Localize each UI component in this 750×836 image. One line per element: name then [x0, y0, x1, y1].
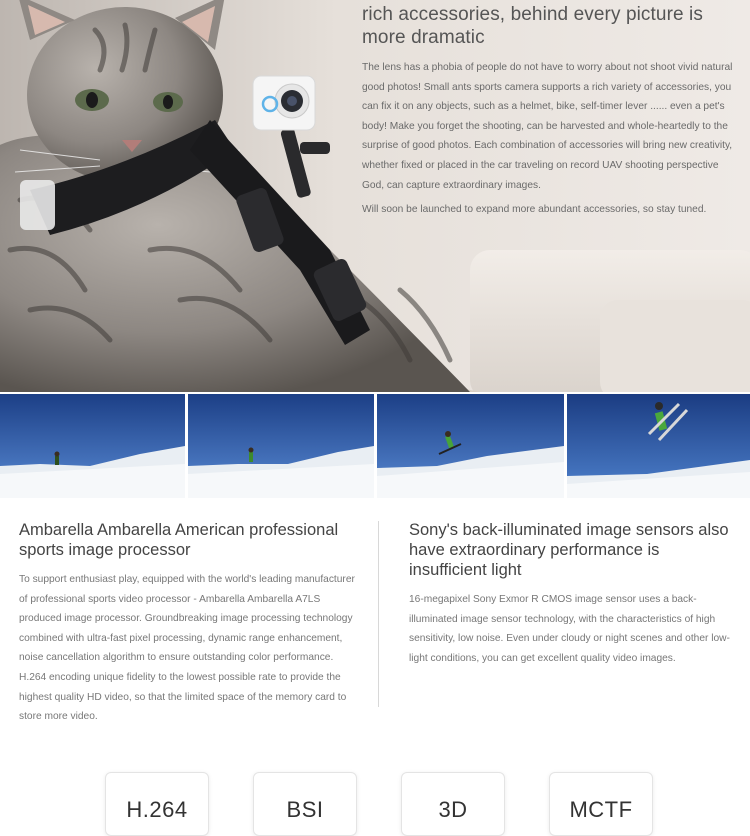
- hero-title-line2: more dramatic: [362, 27, 485, 48]
- badge-bsi: [253, 772, 357, 836]
- hero-section: [0, 0, 750, 392]
- feature-sensor-body: 16-megapixel Sony Exmor R CMOS image sensor uses a back-illuminated image sensor technology, with the characteristics of high sensitivity, low noise. Even under cloudy or night scenes and other low-light conditions, you can get excellent quality video images.: [409, 594, 730, 664]
- badge-h264: [105, 772, 209, 836]
- filmstrip-frame-1: [0, 394, 185, 498]
- badge-h264-label: H.264: [126, 797, 188, 822]
- hero-description: The lens has a phobia of people do not have to worry about not shoot vivid natural good photos! Small ants sports camera supports a rich variety of accessories, you can fix it on any objects, such as a helmet, bike, self-timer lever ...... even a pet's body! Make you forget the shooting, can be harvested and whole-heartedly to the surprise of good photos. Each combination of accessories will bring new creativity, whether fixed or placed in the car traveling on record UAV shooting perspective God, can capture extraordinary images.: [362, 62, 733, 191]
- badge-mctf: [549, 772, 653, 836]
- feature-processor: [19, 520, 359, 727]
- hero-note: Will soon be launched to expand more abundant accessories, so stay tuned.: [362, 204, 707, 216]
- hero-title: [362, 0, 742, 49]
- feature-processor-body: To support enthusiast play, equipped with the world's leading manufacturer of professional sports video processor - Ambarella Ambarella A7LS produced image processor. Groundbreaking image processing technology combined with ultra-fast pixel processing, dynamic range enhancement, noise cancellation algorithm to ensure outstanding color performance. H.264 encoding unique fidelity to the lowest possible rate to provide the highest quality HD video, so that the limited space of the memory card to store more video.: [19, 574, 355, 723]
- feature-sensor: [409, 520, 739, 668]
- feature-sensor-title: Sony's back-illuminated image sensors also have extraordinary performance is insufficient light: [409, 521, 729, 579]
- hero-text: [362, 0, 742, 218]
- hero-title-line1: rich accessories, behind every picture is: [362, 4, 703, 25]
- badge-bsi-label: BSI: [286, 797, 324, 822]
- badge-3d: [401, 772, 505, 836]
- filmstrip-frame-4: [567, 394, 750, 498]
- feature-divider: [378, 521, 379, 707]
- badge-mctf-label: MCTF: [569, 797, 633, 822]
- ski-filmstrip: [0, 394, 750, 498]
- filmstrip-frame-3: [377, 394, 564, 498]
- feature-processor-title: Ambarella Ambarella American professional sports image processor: [19, 521, 339, 559]
- filmstrip-frame-2: [188, 394, 374, 498]
- badge-3d-label: 3D: [438, 797, 468, 822]
